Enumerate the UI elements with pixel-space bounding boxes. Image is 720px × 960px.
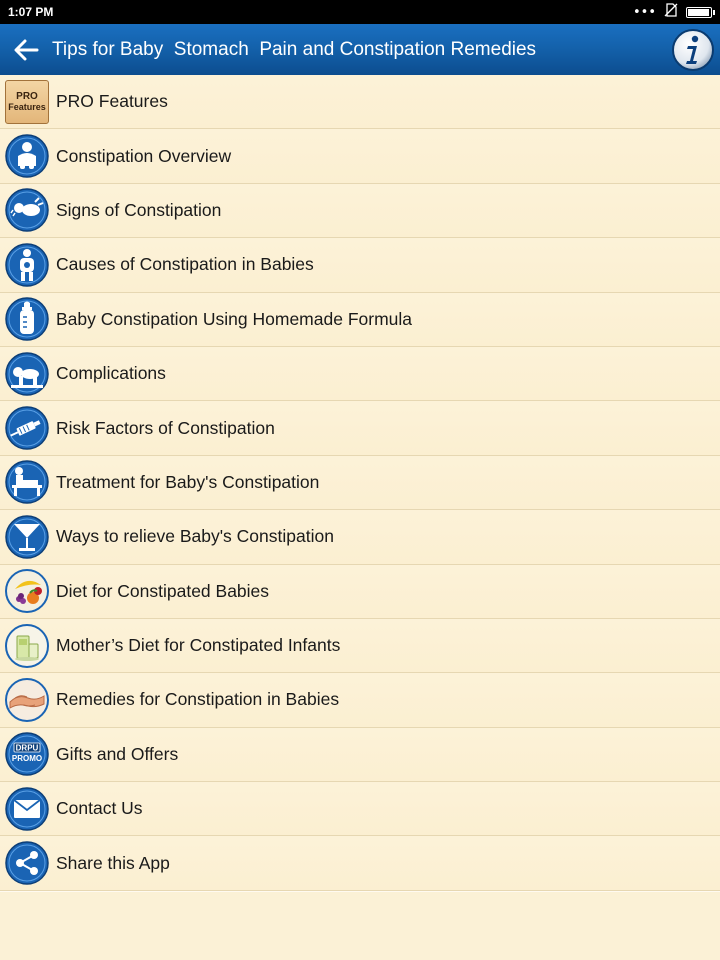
menu-item-treatment[interactable] bbox=[0, 456, 720, 510]
menu-item-label: Baby Constipation Using Homemade Formula bbox=[56, 308, 412, 329]
menu-item-homemade-formula[interactable] bbox=[0, 293, 720, 347]
menu-item-label: Diet for Constipated Babies bbox=[56, 580, 270, 601]
glass-icon bbox=[5, 515, 49, 559]
pro-badge-line2: Features bbox=[8, 101, 46, 112]
menu-item-label: Signs of Constipation bbox=[56, 199, 222, 220]
menu-item-label: Mother’s Diet for Constipated Infants bbox=[56, 635, 341, 656]
treatment-table-icon bbox=[5, 460, 49, 504]
menu-item-label: Causes of Constipation in Babies bbox=[56, 254, 314, 275]
menu-item-label: Risk Factors of Constipation bbox=[56, 417, 275, 438]
menu-item-ways-to-relieve[interactable] bbox=[0, 510, 720, 564]
pro-features-icon bbox=[5, 80, 49, 124]
promo-badge-line2: PROMO bbox=[11, 754, 43, 764]
menu-item-remedies[interactable] bbox=[0, 673, 720, 727]
status-bar bbox=[0, 0, 720, 24]
fruits-icon bbox=[5, 569, 49, 613]
menu-item-label: Share this App bbox=[56, 852, 170, 873]
menu-item-contact-us[interactable] bbox=[0, 782, 720, 836]
menu-item-label: Contact Us bbox=[56, 798, 143, 819]
menu-item-causes-of-constipation[interactable] bbox=[0, 238, 720, 292]
menu-item-mothers-diet[interactable] bbox=[0, 619, 720, 673]
baby-bottle-icon bbox=[5, 297, 49, 341]
share-icon bbox=[5, 841, 49, 885]
massage-icon bbox=[5, 678, 49, 722]
menu-item-label: Gifts and Offers bbox=[56, 743, 179, 764]
status-time: 1:07 PM bbox=[8, 5, 54, 19]
battery-icon bbox=[686, 7, 712, 18]
menu-item-label: Remedies for Constipation in Babies bbox=[56, 689, 340, 710]
pro-badge-line1: PRO bbox=[16, 90, 38, 102]
promo-badge-line1: DRPU bbox=[15, 743, 39, 753]
menu-item-gifts-and-offers[interactable] bbox=[0, 728, 720, 782]
info-button[interactable] bbox=[670, 27, 716, 73]
menu-item-risk-factors[interactable] bbox=[0, 401, 720, 455]
status-icons bbox=[633, 3, 712, 21]
menu-item-signs-of-constipation[interactable] bbox=[0, 184, 720, 238]
menu-item-label: Ways to relieve Baby's Constipation bbox=[56, 526, 334, 547]
arrow-left-icon bbox=[13, 39, 39, 61]
info-icon bbox=[671, 28, 715, 72]
baby-icon bbox=[5, 134, 49, 178]
menu-item-share-app[interactable] bbox=[0, 836, 720, 890]
crying-baby-icon bbox=[5, 188, 49, 232]
menu-item-label: PRO Features bbox=[56, 91, 168, 112]
app-bar bbox=[0, 24, 720, 75]
drpu-promo-icon bbox=[5, 732, 49, 776]
baby-belly-icon bbox=[5, 243, 49, 287]
menu-item-constipation-overview[interactable] bbox=[0, 129, 720, 183]
syringe-icon bbox=[5, 406, 49, 450]
menu-item-label: Constipation Overview bbox=[56, 145, 232, 166]
crawling-baby-icon bbox=[5, 352, 49, 396]
envelope-icon bbox=[5, 787, 49, 831]
menu-list bbox=[0, 75, 720, 891]
mother-diet-icon bbox=[5, 624, 49, 668]
back-button[interactable] bbox=[0, 24, 52, 75]
menu-item-diet-for-babies[interactable] bbox=[0, 565, 720, 619]
more-icon: ••• bbox=[632, 4, 656, 20]
menu-item-label: Treatment for Baby's Constipation bbox=[56, 471, 320, 492]
menu-item-label: Complications bbox=[56, 363, 166, 384]
menu-item-complications[interactable] bbox=[0, 347, 720, 401]
page-title: Tips for Baby Stomach Pain and Constipation Remedies bbox=[52, 38, 537, 60]
no-sim-icon bbox=[664, 3, 678, 21]
menu-item-pro-features[interactable] bbox=[0, 75, 720, 129]
